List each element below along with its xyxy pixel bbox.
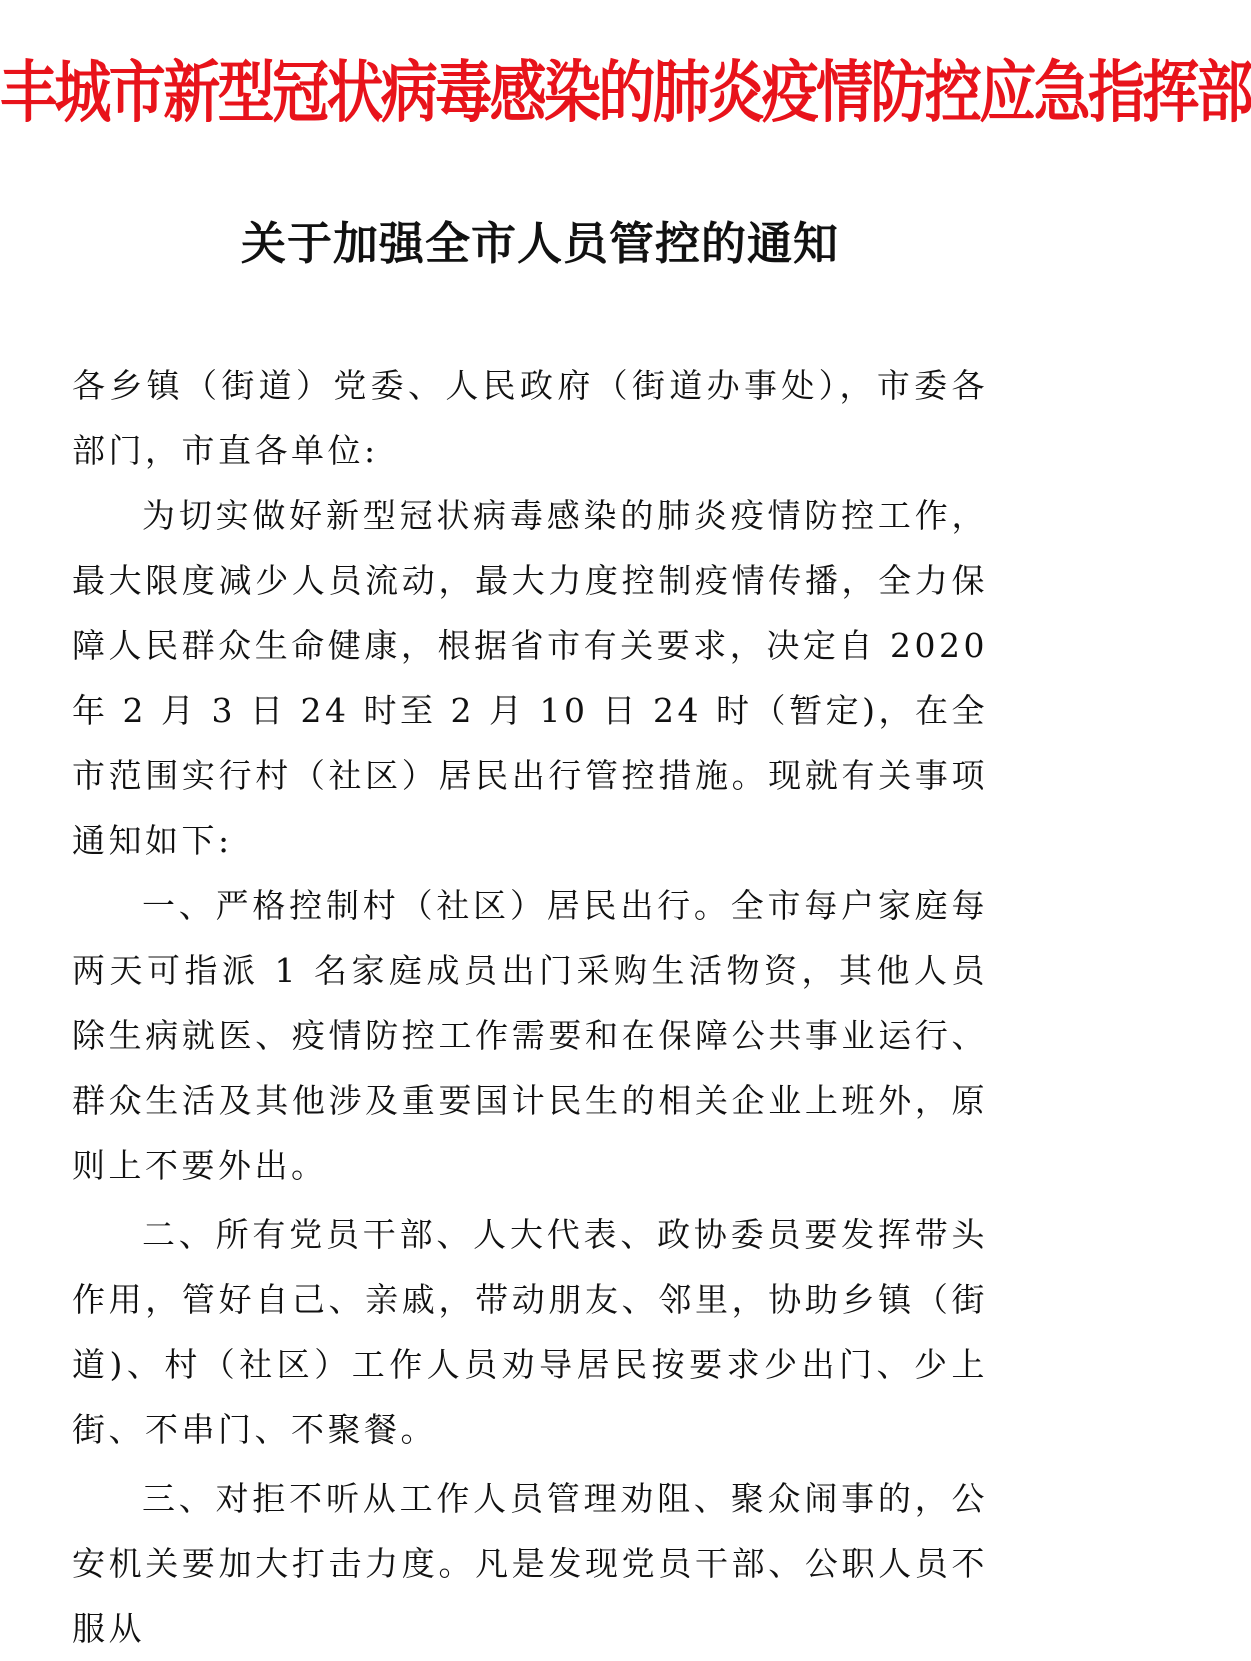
salutation-paragraph: 各乡镇（街道）党委、人民政府（街道办事处），市委各部门，市直各单位: xyxy=(72,366,988,470)
issuing-agency-header: 丰城市新型冠状病毒感染的肺炎疫情防控应急指挥部 xyxy=(0,52,1251,132)
item-two-paragraph: 二、所有党员干部、人大代表、政协委员要发挥带头作用，管好自己、亲戚，带动朋友、邻里，协助乡镇（街道)、村（社区）工作人员劝导居民按要求少出门、少上街、不串门、不聚餐。 xyxy=(72,1215,988,1449)
item-one-paragraph: 一、严格控制村（社区）居民出行。全市每户家庭每两天可指派 1 名家庭成员出门采购生活物资，其他人员除生病就医、疫情防控工作需要和在保障公共事业运行、群众生活及其他涉及重要国计民生的相关企业上班外，原则上不要外出。 xyxy=(72,886,988,1185)
document-body xyxy=(72,353,988,1661)
item-three-paragraph: 三、对拒不听从工作人员管理劝阻、聚众闹事的，公安机关要加大打击力度。凡是发现党员干部、公职人员不服从 xyxy=(72,1479,988,1648)
intro-paragraph: 为切实做好新型冠状病毒感染的肺炎疫情防控工作，最大限度减少人员流动，最大力度控制疫情传播，全力保障人民群众生命健康，根据省市有关要求，决定自 2020 年 2 月 3 日 24 时至 2 月 10 日 24 时（暂定)，在全市范围实行村（社区）居民出行管控措施。现就有关事项通知如下: xyxy=(72,496,988,860)
document-title: 关于加强全市人员管控的通知 xyxy=(240,217,839,270)
